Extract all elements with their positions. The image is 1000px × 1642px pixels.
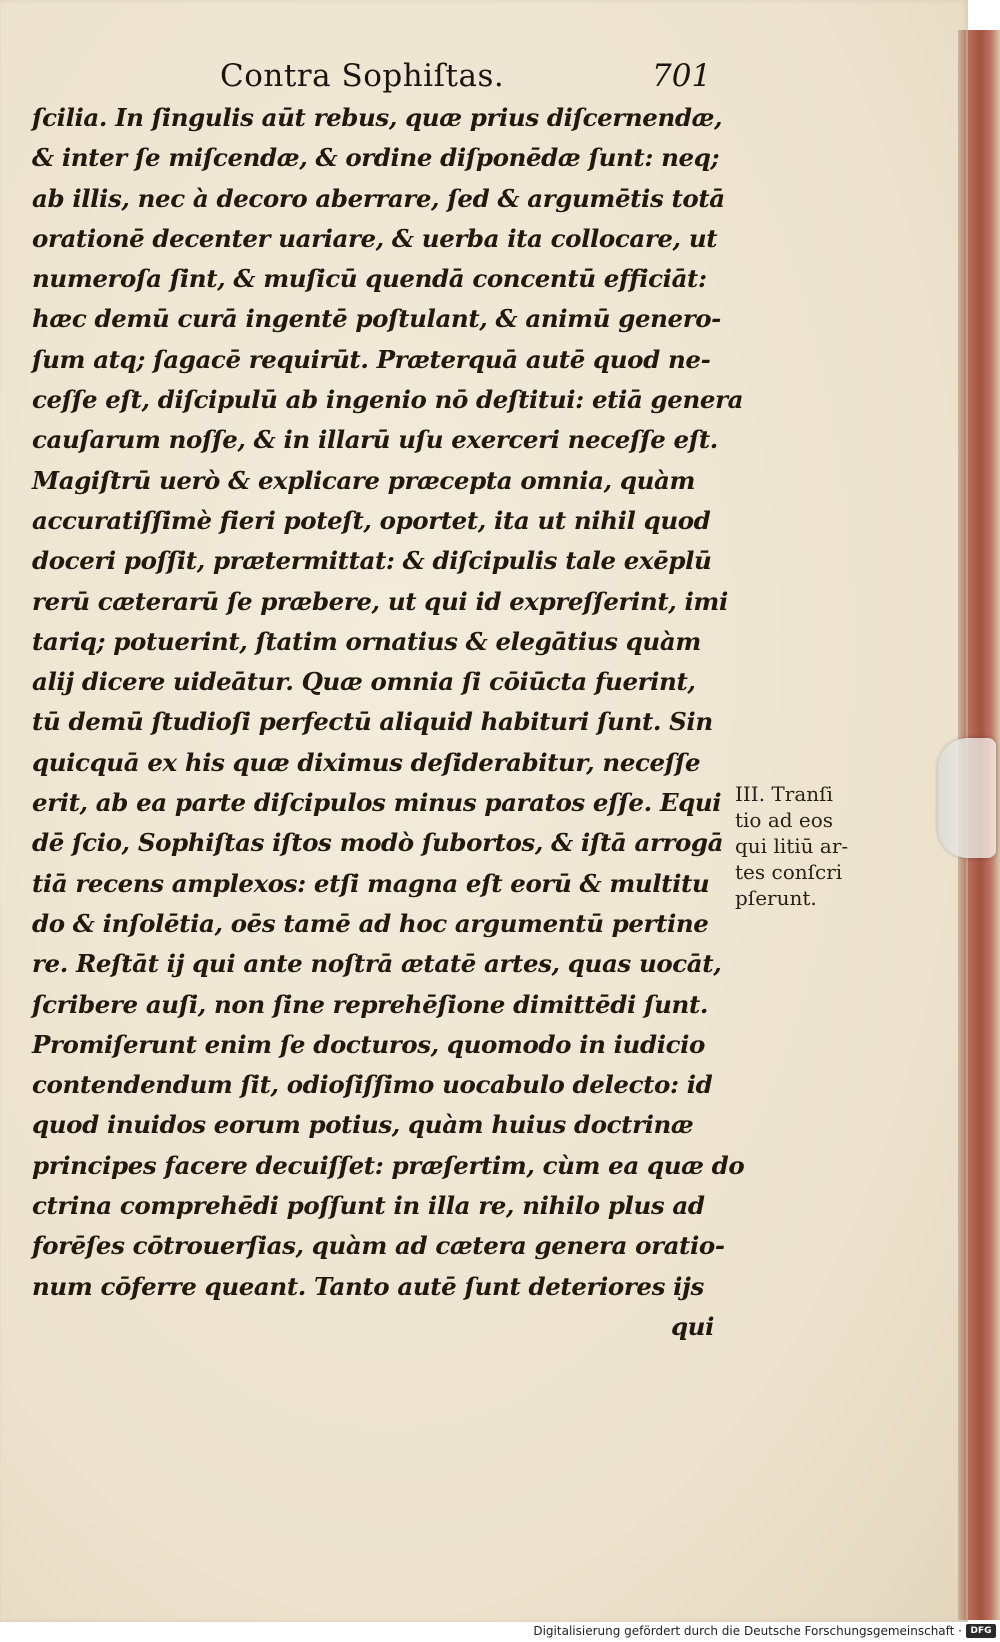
text-line: num cōferre queant. Tanto autē ſunt deteriores ijs	[32, 1271, 704, 1301]
body-text	[32, 98, 745, 1347]
text-line: alij dicere uideātur. Quæ omnia ſi cōiūcta fuerint,	[32, 667, 696, 697]
marginal-note-line: III. Tranſi	[735, 782, 833, 806]
page-number: 701	[652, 58, 712, 94]
marginal-note-line: pſerunt.	[735, 886, 817, 910]
text-line: & inter ſe miſcendæ, & ordine diſponēdæ ſunt: neq;	[32, 143, 720, 173]
text-line: tū demū ſtudioſi perfectū aliquid habituri ſunt. Sin	[32, 707, 713, 737]
marginal-note-line: tio ad eos	[735, 808, 834, 832]
marginal-note-line: tes conſcri	[735, 860, 843, 884]
text-line: contendendum ſit, odioſiſſimo uocabulo delecto: id	[32, 1070, 713, 1100]
text-line: numeroſa ſint, & muſicū quendā concentū efficiāt:	[32, 264, 707, 294]
text-line: hæc demū curā ingentē poſtulant, & animū genero-	[32, 304, 721, 334]
footer-bar	[0, 1622, 1000, 1642]
text-line: doceri poſſit, prætermittat: & diſcipulis tale exēplū	[32, 546, 712, 576]
text-line: ſum atq; ſagacē requirūt. Præterquā autē quod ne-	[32, 344, 711, 374]
text-line: ceſſe eſt, diſcipulū ab ingenio nō deſtitui: etiā genera	[32, 385, 744, 415]
text-line: accuratiſſimè fieri poteſt, oportet, ita ut nihil quod	[32, 505, 711, 535]
text-line: Promiſerunt enim ſe docturos, quomodo in iudicio	[32, 1029, 705, 1059]
text-line: quod inuidos eorum potius, quàm huius doctrinæ	[32, 1110, 694, 1140]
text-line: re. Reſtāt ij qui ante noſtrā ætatē artes, quas uocāt,	[32, 949, 722, 979]
text-line: cauſarum noſſe, & in illarū uſu exerceri neceſſe eſt.	[32, 425, 718, 455]
text-line: ſcilia. In ſingulis aūt rebus, quæ prius diſcernendæ,	[32, 103, 723, 132]
running-title: Contra Sophiſtas.	[220, 58, 505, 94]
dfg-logo: DFG	[966, 1624, 996, 1638]
text-line: tariq; potuerint, ſtatim ornatius & elegātius quàm	[32, 626, 701, 656]
text-line: do & inſolētia, oēs tamē ad hoc argumentū pertine	[32, 908, 709, 938]
funding-notice: Digitalisierung gefördert durch die Deutsche Forschungsgemeinschaft ·	[533, 1624, 962, 1638]
text-line: ctrina comprehēdi poſſunt in illa re, nihilo plus ad	[32, 1191, 705, 1221]
catchword: qui	[670, 1311, 714, 1341]
text-line: ſcribere auſi, non ſine reprehēſione dimittēdi ſunt.	[32, 989, 708, 1019]
text-line: Magiſtrū uerò & explicare præcepta omnia, quàm	[32, 465, 696, 495]
text-line: dē ſcio, Sophiſtas iſtos modò ſubortos, & iſtā arrogā	[32, 828, 724, 858]
text-line: tiā recens amplexos: etſi magna eſt eorū & multitu	[32, 868, 710, 898]
running-head	[220, 58, 720, 102]
book-clip	[938, 738, 996, 858]
text-line: ab illis, nec à decoro aberrare, ſed & argumētis totā	[32, 183, 725, 213]
text-line: principes facere decuiſſet: præſertim, cùm ea quæ do	[32, 1150, 745, 1180]
text-line: forēſes cōtrouerſias, quàm ad cætera genera oratio-	[32, 1231, 725, 1261]
text-line: quicquā ex his quæ diximus deſiderabitur, neceſſe	[32, 747, 701, 777]
text-line: orationē decenter uariare, & uerba ita collocare, ut	[32, 223, 718, 253]
marginal-note-line: qui litiū ar-	[735, 834, 849, 858]
text-line: rerū cæterarū ſe præbere, ut qui id expreſſerint, imi	[32, 586, 728, 616]
marginal-note	[735, 781, 853, 911]
text-line: erit, ab ea parte diſcipulos minus paratos eſſe. Equi	[32, 788, 722, 818]
